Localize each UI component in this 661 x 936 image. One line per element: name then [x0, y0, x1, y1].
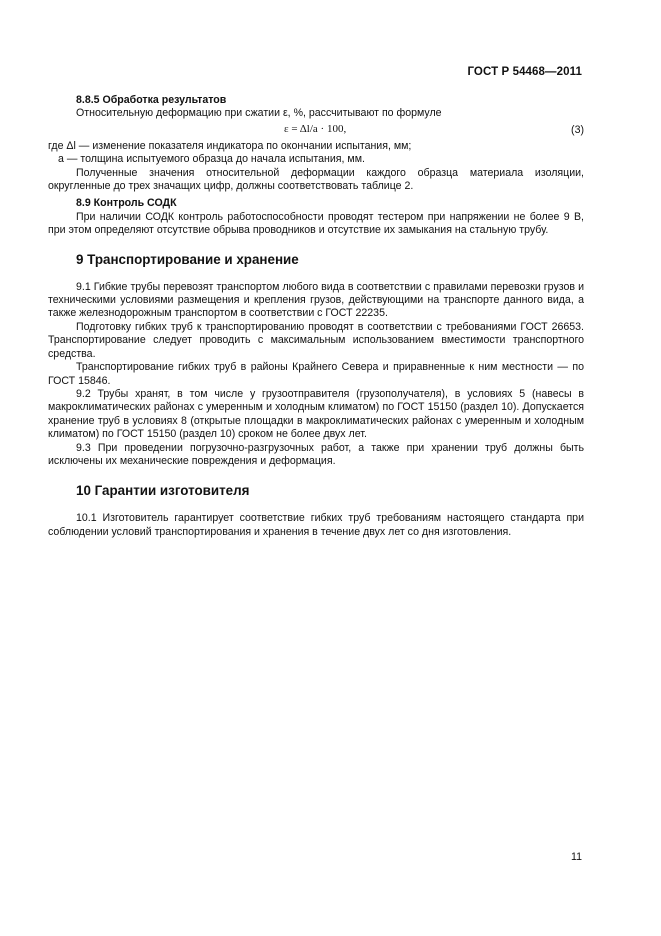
paragraph-10-1: 10.1 Изготовитель гарантирует соответствие гибких труб требованиям настоящего стандарта при соблюдении условий транспортирования и хранения в течение двух лет со дня изготовления.	[48, 512, 584, 538]
where-a: a — толщина испытуемого образца до начала испытания, мм.	[58, 153, 365, 166]
formula-number: (3)	[571, 123, 584, 136]
formula-block	[48, 122, 584, 138]
page-content	[48, 94, 584, 539]
document-code: ГОСТ Р 54468—2011	[467, 66, 582, 78]
paragraph-far-north: Транспортирование гибких труб в районы Крайнего Севера и приравненные к ним местности — по ГОСТ 15846.	[48, 361, 584, 387]
formula-intro: Относительную деформацию при сжатии ε, %, рассчитывают по формуле	[76, 107, 442, 120]
where-delta-l: где Δl — изменение показателя индикатора по окончании испытания, мм;	[48, 139, 412, 152]
paragraph-9-3: 9.3 При проведении погрузочно-разгрузочных работ, а также при хранении труб должны быть исключены их механические повреждения и деформация.	[48, 441, 584, 467]
heading-section-9: 9 Транспортирование и хранение	[76, 251, 299, 267]
paragraph-9-1: 9.1 Гибкие трубы перевозят транспортом любого вида в соответствии с правилами перевозки грузов и техническими условиями размещения и крепления грузов, действующими на транспорте данного вида, а также железнодорожным транспортом в соответствии с ГОСТ 22235.	[48, 280, 584, 320]
page-number: 11	[571, 851, 582, 863]
result-paragraph: Полученные значения относительной деформации каждого образца материала изоляции, округленные до трех значащих цифр, должны соответствовать таблице 2.	[48, 166, 584, 193]
paragraph-9-2: 9.2 Трубы хранят, в том числе у грузоотправителя (грузополучателя), в условиях 5 (навесы в макроклиматических районах с умеренным и холодным климатом) по ГОСТ 15150 (раздел 10). Допускается хранение труб в условиях 8 (открытые площадки в макроклиматических районах с умеренным и холодным климатом) по ГОСТ 15150 (раздел 10) сроком не более двух лет.	[48, 387, 584, 441]
heading-8-8-5: 8.8.5 Обработка результатов	[76, 94, 227, 106]
sodk-paragraph: При наличии СОДК контроль работоспособности проводят тестером при напряжении не более 9 В, при этом определяют отсутствие обрыва проводников и отсутствие их замыкания на стальную трубу.	[48, 210, 584, 237]
heading-section-10: 10 Гарантии изготовителя	[76, 483, 250, 499]
heading-8-9: 8.9 Контроль СОДК	[76, 197, 177, 210]
formula-expression: ε = Δl/a · 100,	[284, 122, 347, 135]
paragraph-transport-prep: Подготовку гибких труб к транспортированию проводят в соответствии с требованиями ГОСТ 26653. Транспортирование следует проводить с максимальным использованием вместимости транспортного средства.	[48, 320, 584, 360]
